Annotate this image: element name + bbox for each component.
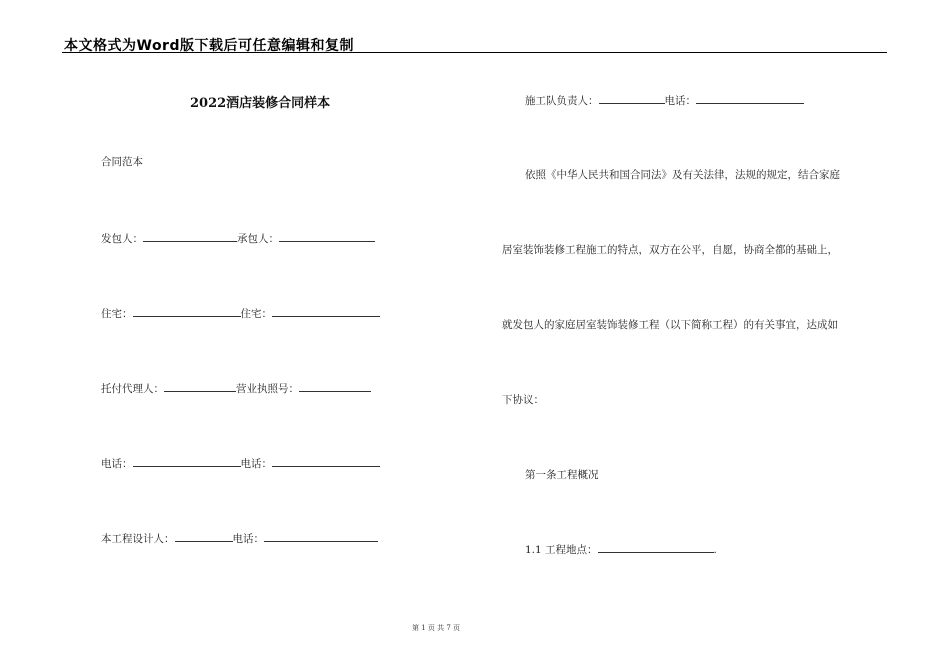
employer-contractor-line	[101, 231, 375, 246]
agent-license-line	[101, 381, 371, 396]
employer-blank[interactable]	[143, 231, 237, 242]
sample-label	[101, 155, 143, 169]
residence-line	[101, 306, 380, 321]
location-label: 1.1 工程地点：	[525, 544, 598, 556]
phone-blank-1[interactable]	[133, 456, 241, 467]
contractor-blank[interactable]	[279, 231, 375, 242]
license-blank[interactable]	[299, 381, 371, 392]
location-blank[interactable]	[598, 542, 714, 553]
employer-label: 发包人：	[101, 233, 143, 245]
phone-label-1: 电话：	[101, 458, 133, 470]
team-leader-label: 施工队负责人：	[525, 95, 599, 107]
paragraph-line-3: 就发包人的家庭居室装饰装修工程（以下简称工程）的有关事宜，达成如	[502, 319, 838, 331]
article-1-heading: 第一条工程概况	[525, 469, 599, 481]
agent-blank[interactable]	[164, 381, 236, 392]
phone-line	[101, 456, 380, 471]
designer-line	[101, 531, 378, 546]
team-leader-line	[525, 93, 804, 108]
header-divider	[62, 52, 887, 53]
team-phone-label: 电话：	[664, 95, 696, 107]
location-end: .	[713, 544, 717, 556]
designer-phone-label: 电话：	[232, 533, 264, 545]
team-leader-blank[interactable]	[599, 93, 665, 104]
team-phone-blank[interactable]	[696, 93, 804, 104]
location-line	[525, 542, 717, 557]
residence-blank-2[interactable]	[272, 306, 380, 317]
sample-label-text: 合同范本	[101, 156, 143, 168]
license-label: 营业执照号：	[236, 383, 299, 395]
paragraph-line-4: 下协议：	[502, 394, 544, 406]
document-title: 2022酒店装修合同样本	[190, 96, 331, 111]
designer-phone-blank[interactable]	[264, 531, 378, 542]
residence-label-1: 住宅：	[101, 308, 133, 320]
residence-label-2: 住宅：	[240, 308, 272, 320]
designer-label: 本工程设计人：	[101, 533, 175, 545]
page-indicator: 第 1 页 共 7 页	[412, 624, 461, 632]
paragraph-line-1: 依照《中华人民共和国合同法》及有关法律，法规的规定，结合家庭	[525, 169, 840, 181]
agent-label: 托付代理人：	[101, 383, 164, 395]
phone-blank-2[interactable]	[272, 456, 380, 467]
header-title: 本文格式为Word版下载后可任意编辑和复制	[64, 38, 354, 54]
contractor-label: 承包人：	[237, 233, 279, 245]
designer-blank[interactable]	[175, 531, 233, 542]
residence-blank-1[interactable]	[133, 306, 241, 317]
phone-label-2: 电话：	[240, 458, 272, 470]
paragraph-line-2: 居室装饰装修工程施工的特点，双方在公平，自愿，协商全都的基础上，	[502, 244, 838, 256]
